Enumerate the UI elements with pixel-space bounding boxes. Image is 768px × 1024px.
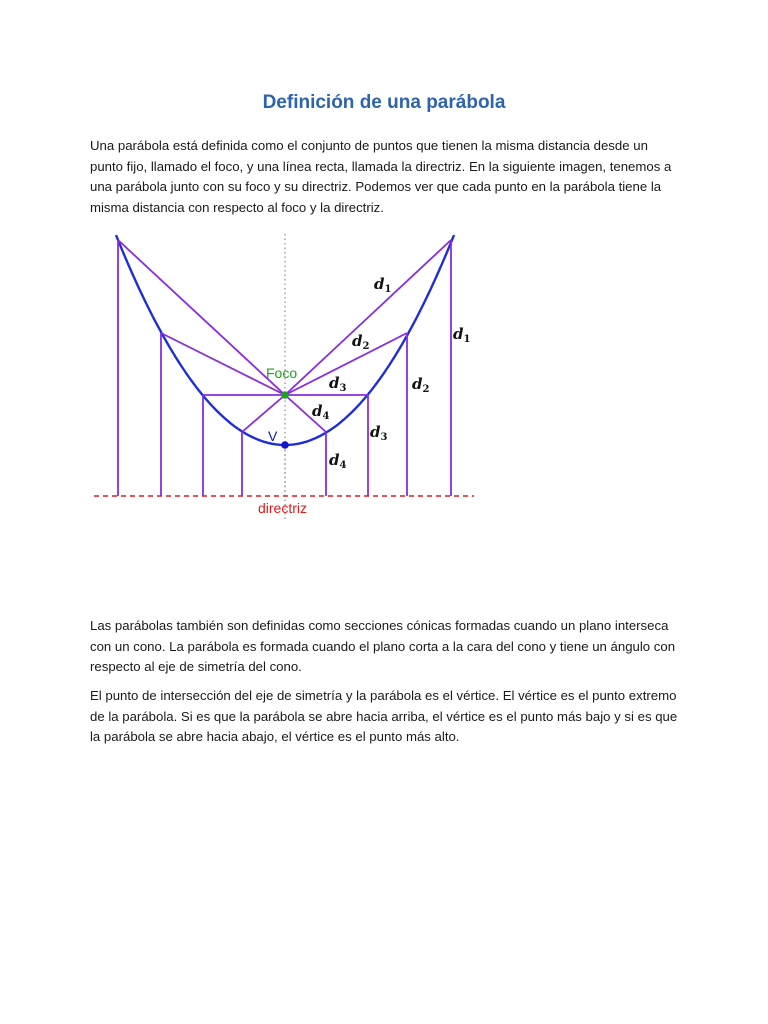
- distance-label-d1-vertical: d1: [453, 325, 471, 345]
- distance-label-d1-slant: d1: [374, 275, 392, 295]
- focus-label: Foco: [266, 365, 298, 381]
- page-title: Definición de una parábola: [262, 92, 506, 113]
- distance-label-d3-vertical: d3: [370, 423, 388, 443]
- distance-label-d2-vertical: d2: [412, 375, 430, 395]
- focus-segment-left-1: [118, 240, 285, 395]
- focus-segment-right-1: [285, 240, 451, 395]
- focus-segment-left-4: [242, 395, 285, 432]
- paragraph-vertex: El punto de intersección del eje de simetría y la parábola es el vértice. El vértice es el punto extremo de la parábola. Si es que la parábola se abre hacia arriba, el vértice es el punto más bajo y si es que la parábola se abre hacia abajo, el vértice es el punto más alto.: [90, 688, 678, 744]
- distance-label-d3-horizontal: d3: [329, 374, 347, 394]
- distance-label-d4-vertical: d4: [329, 451, 347, 471]
- vertex-point: [281, 441, 289, 449]
- vertex-label: V: [268, 428, 278, 444]
- focus-point: [281, 391, 289, 399]
- distance-label-d4-slant: d4: [312, 402, 330, 422]
- distance-label-d2-slant: d2: [352, 332, 370, 352]
- paragraph-conic-sections: Las parábolas también son definidas como secciones cónicas formadas cuando un plano interseca con un cono. La parábola es formada cuando el plano corta a la cara del cono y tiene un ángulo con respecto al eje de simetría del cono.: [90, 618, 676, 674]
- paragraph-definition: Una parábola está definida como el conjunto de puntos que tienen la misma distancia desde un punto fijo, llamado el foco, y una línea recta, llamada la directriz. En la siguiente imagen, tenemos a una parábola junto con su foco y su directriz. Podemos ver que cada punto en la parábola tiene la misma distancia con respecto al foco y la directriz.: [90, 138, 672, 215]
- directrix-label: directriz: [258, 500, 308, 516]
